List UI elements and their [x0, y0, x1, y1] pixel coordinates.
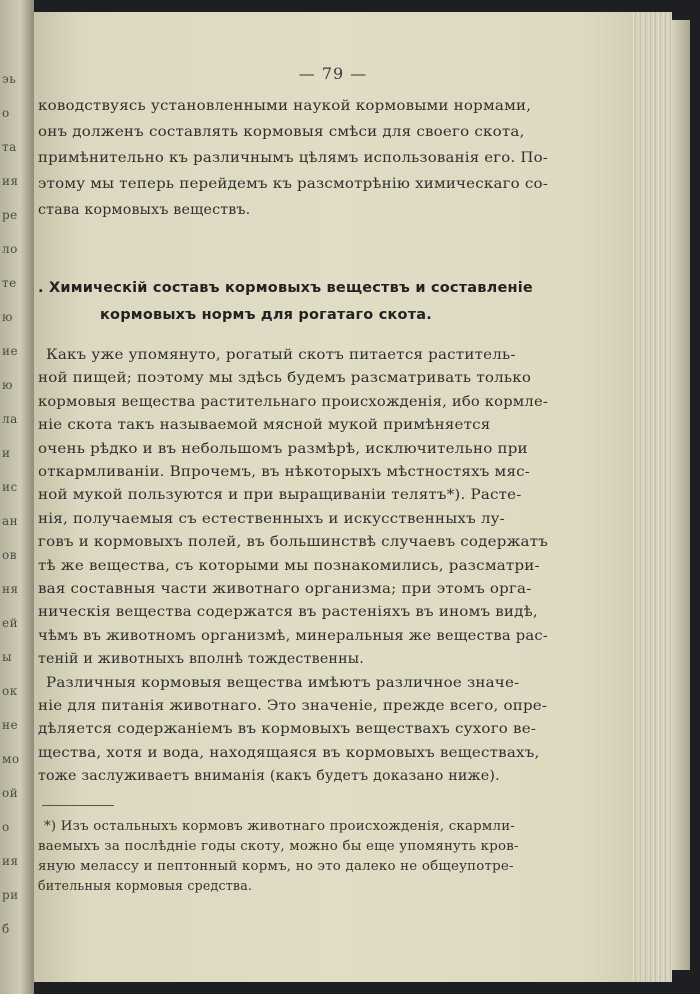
- body-line: ной мукой пользуются и при выращиваніи телятъ*). Расте-: [38, 487, 522, 504]
- left-page-edge: [0, 0, 34, 994]
- left-page-fragment: не: [2, 718, 19, 732]
- body-line: говъ и кормовыхъ полей, въ большинствѣ случаевъ содержатъ: [38, 534, 548, 551]
- left-page-fragment: те: [2, 276, 17, 290]
- left-page-fragment: ня: [2, 582, 19, 596]
- left-page-fragment: о: [2, 106, 10, 120]
- left-page-fragment: мо: [2, 752, 20, 766]
- heading-line: кормовыхъ нормъ для рогатаго скота.: [100, 307, 432, 323]
- intro-line: става кормовыхъ веществъ.: [38, 202, 251, 218]
- intro-line: ководствуясь установленными наукой кормовыми нормами,: [38, 98, 532, 114]
- left-page-fragment: ов: [2, 548, 17, 562]
- footnote-line: *) Изъ остальныхъ кормовъ животнаго происхожденія, скармли-: [44, 818, 516, 833]
- page-number: — 79 —: [298, 64, 368, 83]
- left-page-fragment: ой: [2, 786, 19, 800]
- left-page-fragment: ю: [2, 310, 13, 324]
- left-page-fragment: ри: [2, 888, 19, 902]
- footnote-line: ваемыхъ за послѣдніе годы скоту, можно бы еще упомянуть кров-: [38, 838, 519, 853]
- footnote-rule: [42, 805, 114, 806]
- book-cover-edge: [672, 20, 690, 970]
- body-line: ническія вещества содержатся въ растеніяхъ въ иномъ видѣ,: [38, 604, 538, 621]
- body-line: кормовыя вещества растительнаго происхожденія, ибо кормле-: [38, 393, 548, 410]
- left-page-fragment: ок: [2, 684, 18, 698]
- left-page-fragment: ло: [2, 242, 18, 256]
- footnote-line: бительныя кормовыя средства.: [38, 878, 253, 893]
- left-page-fragment: ие: [2, 344, 19, 358]
- left-page-fragment: та: [2, 140, 17, 154]
- body-line: ніе скота такъ называемой мясной мукой примѣняется: [38, 417, 491, 434]
- body-line: теній и животныхъ вполнѣ тождественны.: [38, 651, 364, 668]
- left-page-fragment: ю: [2, 378, 13, 392]
- left-page-fragment: ла: [2, 412, 18, 426]
- left-page-fragment: б: [2, 922, 10, 936]
- body-line: чѣмъ въ животномъ организмѣ, минеральныя же вещества рас-: [38, 627, 548, 644]
- left-page-fragment: ан: [2, 514, 19, 528]
- book-page: [34, 12, 632, 982]
- left-page-fragment: о: [2, 820, 10, 834]
- body-line: щества, хотя и вода, находящаяся въ кормовыхъ веществахъ,: [38, 744, 540, 761]
- body-line: тѣ же вещества, съ которыми мы познакомились, разсматри-: [38, 557, 540, 574]
- body-line: вая составныя части животнаго организма; при этомъ орга-: [38, 581, 532, 597]
- footnote-line: яную мелассу и пептонный кормъ, но это далеко не общеупотре-: [38, 858, 514, 873]
- body-line: Какъ уже упомянуто, рогатый скотъ питается раститель-: [46, 347, 516, 363]
- body-line: ніе для питанія животнаго. Это значеніе, прежде всего, опре-: [38, 698, 548, 714]
- left-page-fragment: эь: [2, 72, 17, 86]
- left-page-fragment: ей: [2, 616, 19, 630]
- left-page-fragment: ия: [2, 174, 19, 188]
- heading-line: . Химическій составъ кормовыхъ веществъ и составленіе: [38, 280, 533, 296]
- intro-line: онъ долженъ составлять кормовыя смѣси для своего скота,: [38, 124, 525, 140]
- body-line: ной пищей; поэтому мы здѣсь будемъ разсматривать только: [38, 370, 532, 387]
- left-page-fragment: и: [2, 446, 11, 460]
- page-stack-edge: [632, 12, 672, 982]
- body-line: очень рѣдко и въ небольшомъ размѣрѣ, исключительно при: [38, 440, 528, 457]
- intro-line: примѣнительно къ различнымъ цѣлямъ использованія его. По-: [38, 150, 548, 166]
- body-line: тоже заслуживаетъ вниманія (какъ будетъ доказано ниже).: [38, 768, 500, 785]
- body-line: дѣляется содержаніемъ въ кормовыхъ веществахъ сухого ве-: [38, 721, 537, 738]
- intro-line: этому мы теперь перейдемъ къ разсмотрѣнію химическаго со-: [38, 176, 548, 192]
- body-line: откармливаніи. Впрочемъ, въ нѣкоторыхъ мѣстностяхъ мяс-: [38, 464, 531, 480]
- body-line: Различныя кормовыя вещества имѣютъ различное значе-: [46, 674, 520, 691]
- left-page-fragment: ия: [2, 854, 19, 868]
- left-page-fragment: ре: [2, 208, 18, 222]
- left-page-fragment: ис: [2, 480, 18, 494]
- left-page-fragment: ы: [2, 650, 13, 664]
- body-line: нія, получаемыя съ естественныхъ и искусственныхъ лу-: [38, 510, 505, 527]
